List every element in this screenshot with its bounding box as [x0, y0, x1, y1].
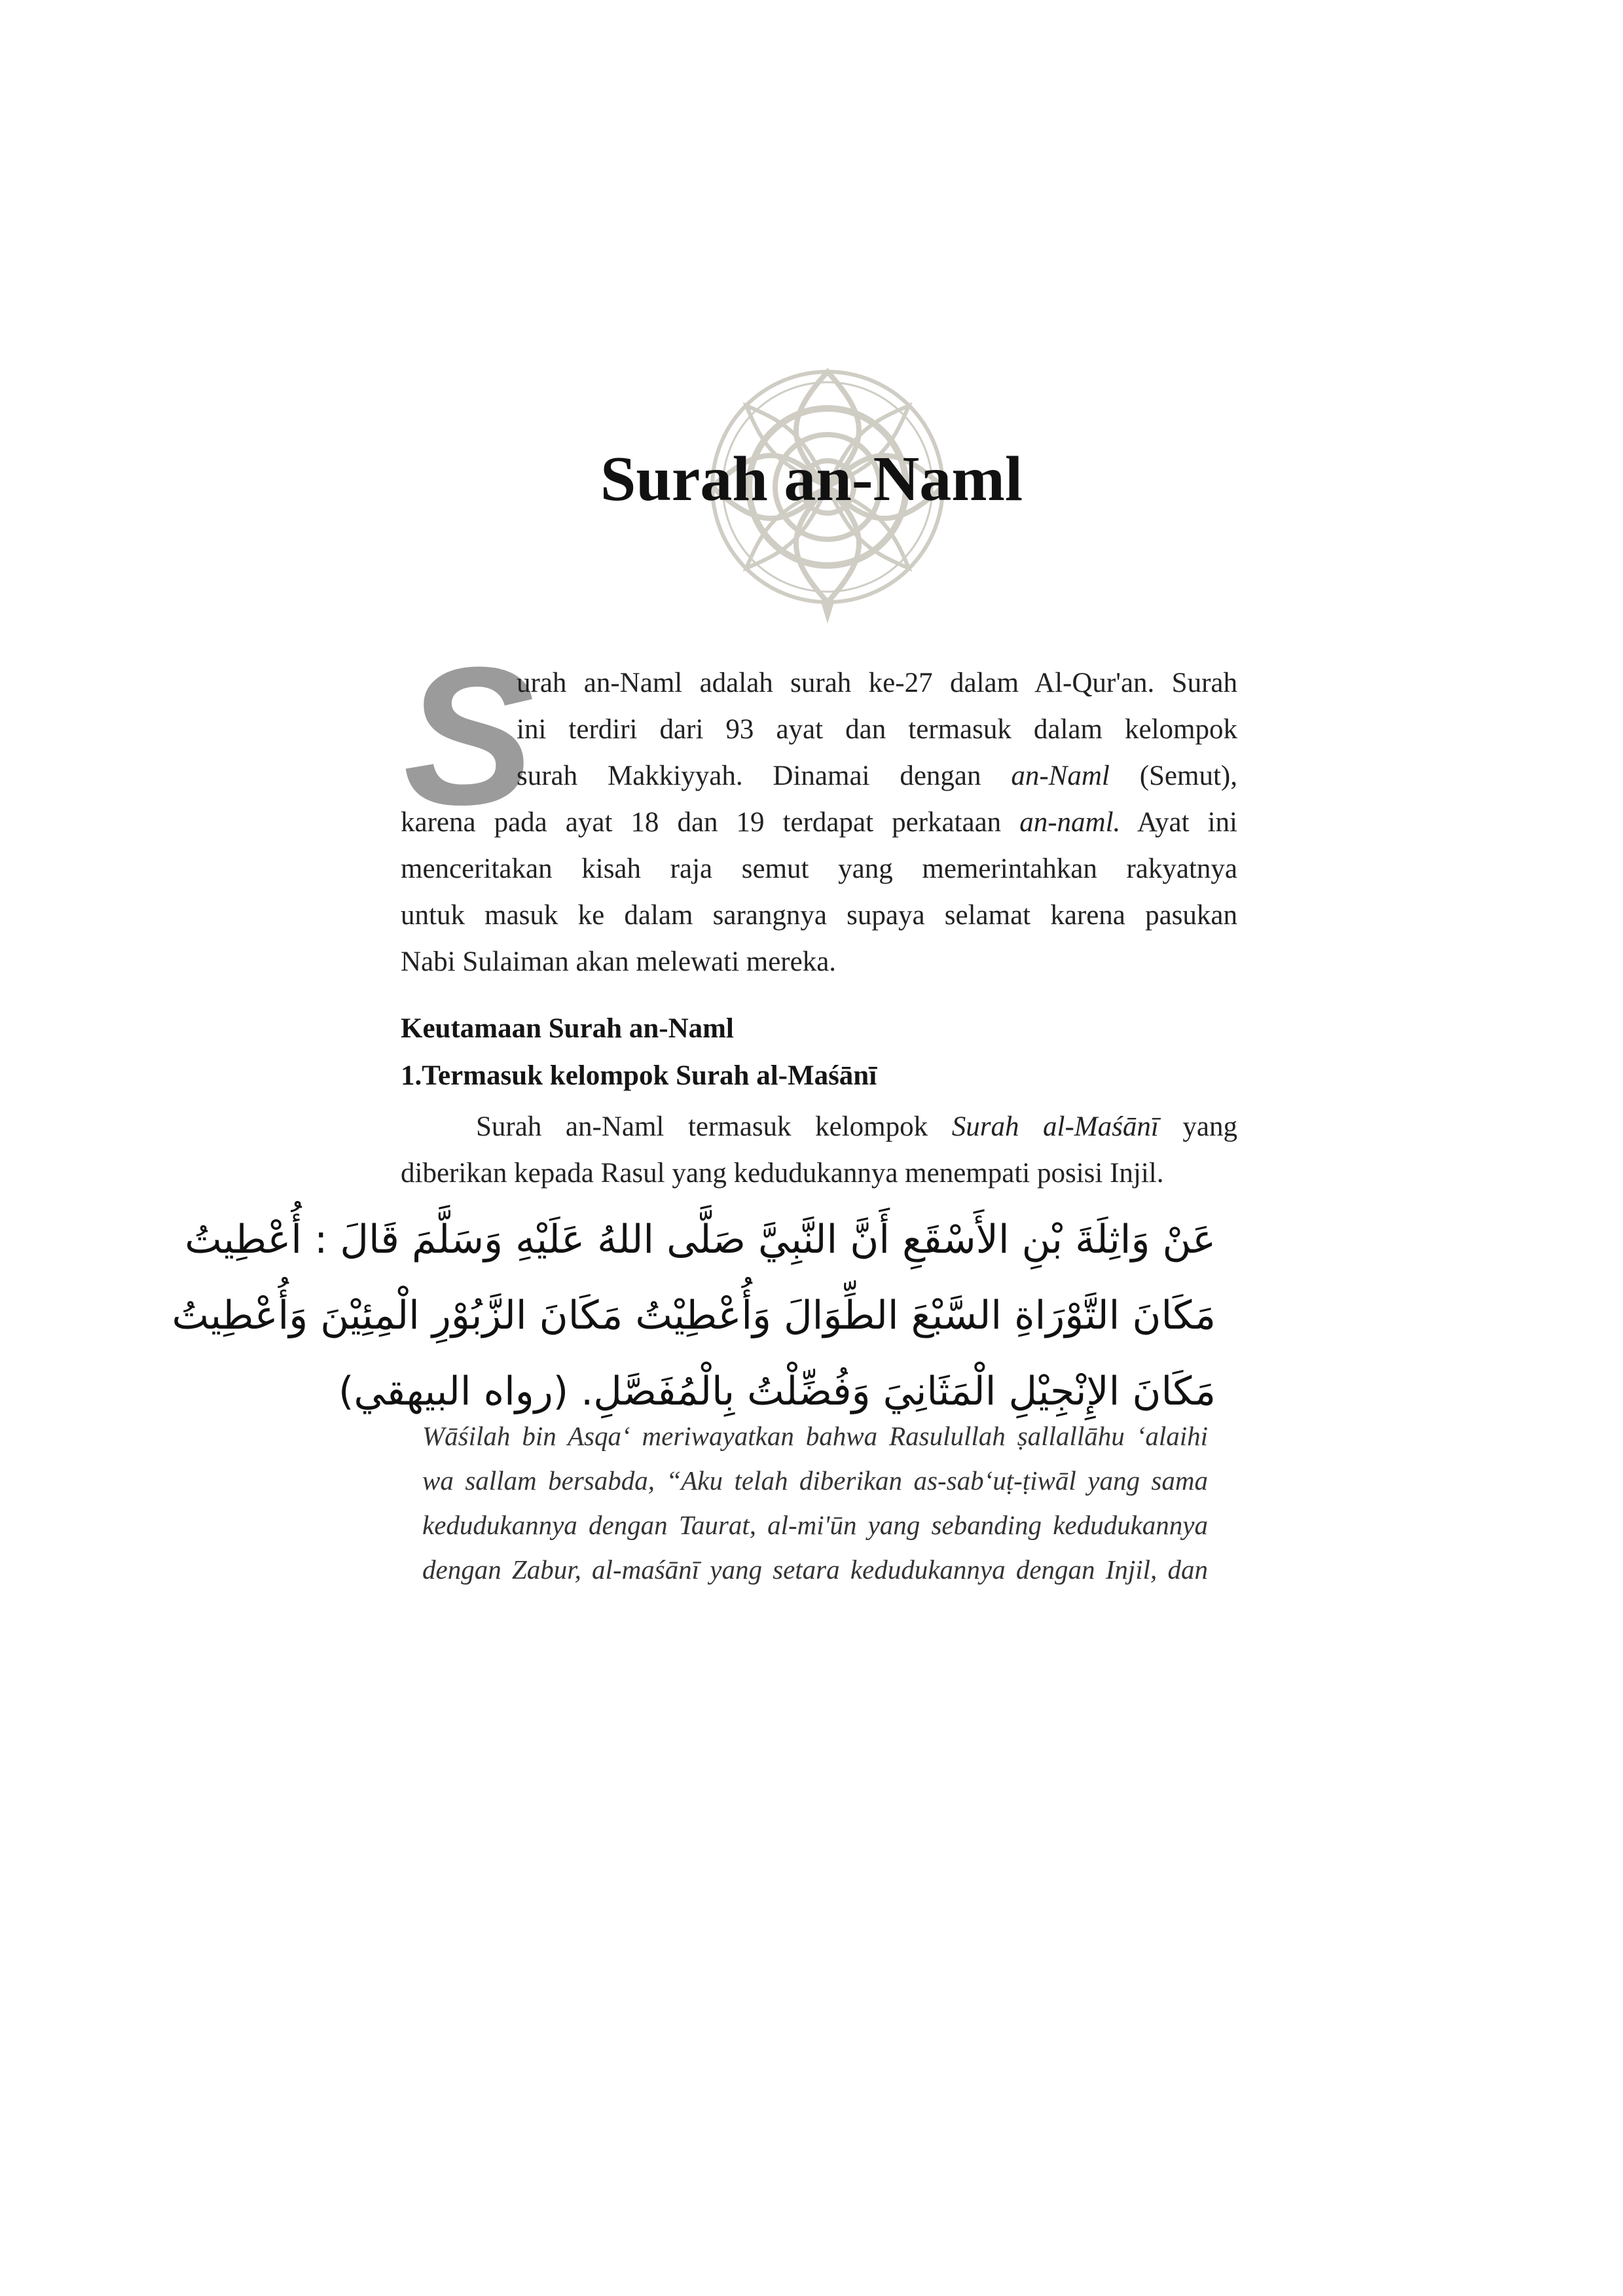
virtue-line: diberikan kepada Rasul yang kedudukannya menempati posisi Injil.	[401, 1158, 1164, 1189]
virtue-paragraph	[401, 1103, 1237, 1196]
intro-line-tail: (Semut),	[1109, 761, 1237, 791]
hadith-arabic-line: مَكَانَ التَّوْرَاةِ السَّبْعَ الطِّوَالَ وَأُعْطِيْتُ مَكَانَ الزَّبُوْرِ الْمِئِيْنَ وَأُعْطِيتُ	[172, 1293, 1216, 1338]
intro-italic-term: an-Naml	[1011, 761, 1110, 791]
sub-heading: 1.Termasuk kelompok Surah al-Maśānī	[401, 1060, 877, 1091]
section-heading: Keutamaan Surah an-Naml	[401, 1013, 734, 1044]
virtue-italic-term: Surah al-Maśānī	[951, 1111, 1159, 1142]
virtue-line-text: Surah an-Naml termasuk kelompok	[476, 1111, 952, 1142]
intro-line-tail: Ayat ini	[1120, 807, 1237, 838]
page-title: Surah an-Naml	[600, 444, 1023, 514]
intro-line	[517, 753, 1237, 799]
intro-line: ini terdiri dari 93 ayat dan termasuk dalam kelompok	[517, 714, 1237, 745]
virtue-line	[476, 1103, 1237, 1150]
intro-line: untuk masuk ke dalam sarangnya supaya selamat karena pasukan	[401, 900, 1237, 931]
svg-text:S: S	[403, 626, 535, 846]
hadith-arabic-line: عَنْ وَاثِلَةَ بْنِ الأَسْقَعِ أَنَّ النَّبِيَّ صَلَّى اللهُ عَلَيْهِ وَسَلَّمَ قَالَ : أُعْطِيتُ	[185, 1217, 1216, 1263]
hadith-translation	[422, 1414, 1208, 1592]
intro-line	[401, 799, 1237, 846]
hadith-arabic-line: مَكَانَ الإِنْجِيْلِ الْمَثَانِيَ وَفُضِّلْتُ بِالْمُفَصَّلِ. (رواه البيهقي)	[338, 1369, 1216, 1414]
hadith-arabic	[172, 1202, 1216, 1429]
intro-line: urah an-Naml adalah surah ke-27 dalam Al-Qur'an. Surah	[517, 668, 1237, 698]
virtue-line-tail: yang	[1158, 1111, 1237, 1142]
intro-paragraph	[401, 660, 1237, 985]
translation-line: kedudukannya dengan Taurat, al-mi'ūn yang sebanding kedudukannya	[422, 1510, 1208, 1540]
translation-line: dengan Zabur, al-maśānī yang setara kedudukannya dengan Injil, dan	[422, 1554, 1208, 1585]
intro-line: Nabi Sulaiman akan melewati mereka.	[401, 946, 837, 977]
intro-line: menceritakan kisah raja semut yang memerintahkan rakyatnya	[401, 853, 1237, 884]
translation-line: wa sallam bersabda, “Aku telah diberikan as-sab‘uṭ-ṭiwāl yang sama	[422, 1465, 1208, 1496]
intro-italic-term: an-naml.	[1019, 807, 1121, 838]
translation-line: Wāśilah bin Asqa‘ meriwayatkan bahwa Rasulullah ṣallallāhu ‘alaihi	[422, 1421, 1208, 1451]
intro-line-text: surah Makkiyyah. Dinamai dengan	[517, 761, 1012, 791]
intro-line-text: karena pada ayat 18 dan 19 terdapat perkataan	[401, 807, 1020, 838]
